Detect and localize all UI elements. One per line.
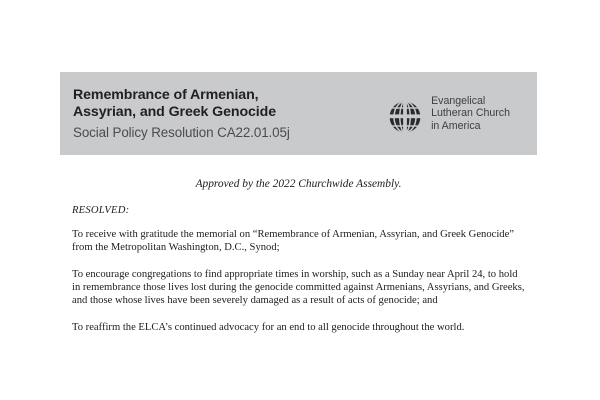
elca-globe-cross-logo-icon — [385, 93, 425, 135]
elca-wordmark-line-2: Lutheran Church — [431, 107, 510, 120]
elca-logo — [385, 93, 537, 135]
approval-statement: Approved by the 2022 Churchwide Assembly. — [195, 178, 402, 190]
elca-wordmark-line-1: Evangelical — [431, 94, 486, 107]
resolution-body — [72, 228, 527, 334]
document-subtitle: Social Policy Resolution CA22.01.05j — [73, 124, 290, 140]
document-header-banner — [60, 72, 537, 155]
elca-wordmark — [431, 95, 510, 132]
header-title-group — [60, 87, 290, 141]
resolution-paragraph: To reaffirm the ELCA’s continued advocacy for an end to all genocide throughout the world. — [72, 322, 465, 334]
resolution-paragraph: To encourage congregations to find appropriate times in worship, such as a Sunday near April 24, to hold in remembrance those lives lost during the genocide committed against Armenians, Assyrians, and Greeks, and those whose lives have been severely damaged as a result of acts of genocide; and — [72, 268, 525, 307]
document-title-line-1: Remembrance of Armenian, — [73, 86, 259, 103]
elca-wordmark-line-3: in America — [431, 119, 481, 132]
resolved-label: RESOLVED: — [72, 205, 130, 216]
resolution-paragraph: To receive with gratitude the memorial on “Remembrance of Armenian, Assyrian, and Greek Genocide” from the Metropolitan Washington, D.C., Synod; — [72, 229, 514, 254]
document-title-line-2: Assyrian, and Greek Genocide — [73, 103, 277, 120]
